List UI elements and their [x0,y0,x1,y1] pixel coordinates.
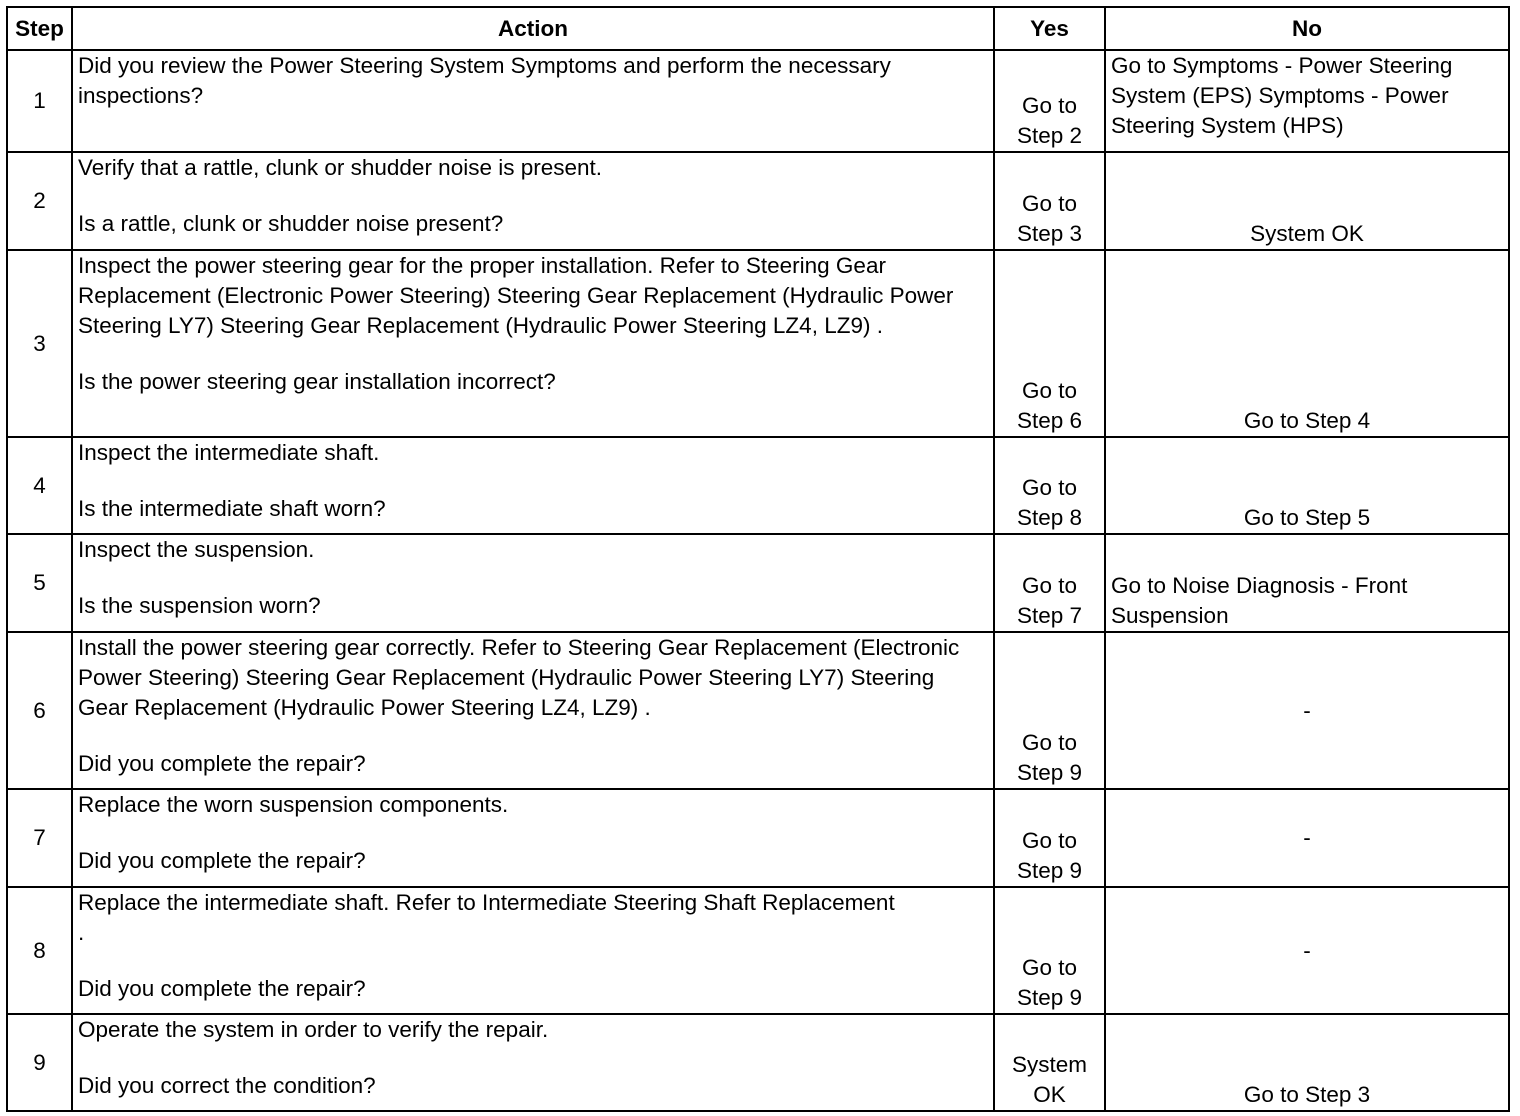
action-cell [72,534,994,632]
yes-line: Step 7 [1016,603,1083,628]
yes-cell [994,152,1105,250]
step-number: 4 [7,437,72,534]
action-text: Did you review the Power Steering System Symptoms and perform the necessary inspections? [78,53,891,108]
action-cell [72,789,994,887]
no-cell: Go to Step 4 [1105,250,1509,437]
action-question: Did you correct the condition? [78,1073,376,1098]
step-number: 6 [7,632,72,789]
table-header-row [7,7,1509,50]
no-cell: - [1105,887,1509,1014]
action-text: Inspect the intermediate shaft. [78,440,380,465]
header-step: Step [7,7,72,50]
action-text: Operate the system in order to verify the repair. [78,1017,549,1042]
step-number: 9 [7,1014,72,1111]
table-row [7,50,1509,152]
yes-line: Step 9 [1016,985,1083,1010]
yes-cell [994,887,1105,1014]
yes-line: Go to [1021,93,1078,118]
yes-line: Step 9 [1016,760,1083,785]
table-row [7,1014,1509,1111]
yes-cell [994,789,1105,887]
table-row [7,152,1509,250]
step-number: 8 [7,887,72,1014]
step-number: 1 [7,50,72,152]
action-text: Verify that a rattle, clunk or shudder noise is present. [78,155,603,180]
step-number: 5 [7,534,72,632]
yes-cell [994,1014,1105,1111]
no-cell: - [1105,632,1509,789]
table-row [7,437,1509,534]
yes-line: Step 3 [1016,221,1083,246]
step-number: 7 [7,789,72,887]
yes-cell [994,534,1105,632]
action-question: Is the power steering gear installation incorrect? [78,369,556,394]
action-question: Is the intermediate shaft worn? [78,496,386,521]
action-cell [72,632,994,789]
yes-cell [994,50,1105,152]
yes-line: System [1011,1052,1087,1077]
action-text: Replace the intermediate shaft. Refer to Intermediate Steering Shaft Replacement [78,890,895,915]
action-cell [72,50,994,152]
header-no: No [1105,7,1509,50]
no-cell: System OK [1105,152,1509,250]
yes-cell [994,632,1105,789]
step-number: 2 [7,152,72,250]
diagnostic-table [6,6,1510,1112]
table-row [7,789,1509,887]
yes-line: Go to [1021,191,1078,216]
action-question: Is the suspension worn? [78,593,321,618]
yes-line: Go to [1021,573,1078,598]
action-question: Did you complete the repair? [78,751,366,776]
yes-line: Go to [1021,378,1078,403]
action-text: Inspect the suspension. [78,537,315,562]
yes-line: Step 6 [1016,408,1083,433]
yes-line: Step 2 [1016,123,1083,148]
table-row [7,250,1509,437]
no-cell: Go to Symptoms - Power Steering System (EPS) Symptoms - Power Steering System (HPS) [1105,50,1509,152]
yes-line: Go to [1021,955,1078,980]
action-question: Did you complete the repair? [78,848,366,873]
yes-line: Go to [1021,828,1078,853]
yes-line: Go to [1021,475,1078,500]
action-question: Did you complete the repair? [78,976,366,1001]
table-row [7,534,1509,632]
yes-line: Go to [1021,730,1078,755]
action-cell [72,1014,994,1111]
table-row [7,887,1509,1014]
action-cell [72,152,994,250]
step-number: 3 [7,250,72,437]
action-cell [72,250,994,437]
header-yes: Yes [994,7,1105,50]
yes-cell [994,250,1105,437]
no-cell: - [1105,789,1509,887]
yes-line: OK [1033,1082,1066,1107]
action-cell [72,437,994,534]
action-cell [72,887,994,1014]
table-row [7,632,1509,789]
header-action: Action [72,7,994,50]
no-cell: Go to Step 5 [1105,437,1509,534]
action-text: Install the power steering gear correctly. Refer to Steering Gear Replacement (Electronic Power Steering) Steering Gear Replacement (Hydraulic Power Steering LY7) Steering Gear Replacement (Hydraulic Power Steering LZ4, LZ9) . [78,635,960,720]
no-cell: Go to Noise Diagnosis - Front Suspension [1105,534,1509,632]
action-text: . [78,920,85,945]
action-question: Is a rattle, clunk or shudder noise present? [78,211,504,236]
action-text: Replace the worn suspension components. [78,792,509,817]
action-text: Inspect the power steering gear for the proper installation. Refer to Steering Gear Replacement (Electronic Power Steering) Steering Gear Replacement (Hydraulic Power Steering LY7) Steering Gear Replacement (Hydraulic Power Steering LZ4, LZ9) . [78,253,954,338]
yes-line: Step 9 [1016,858,1083,883]
yes-cell [994,437,1105,534]
no-cell: Go to Step 3 [1105,1014,1509,1111]
yes-line: Step 8 [1016,505,1083,530]
